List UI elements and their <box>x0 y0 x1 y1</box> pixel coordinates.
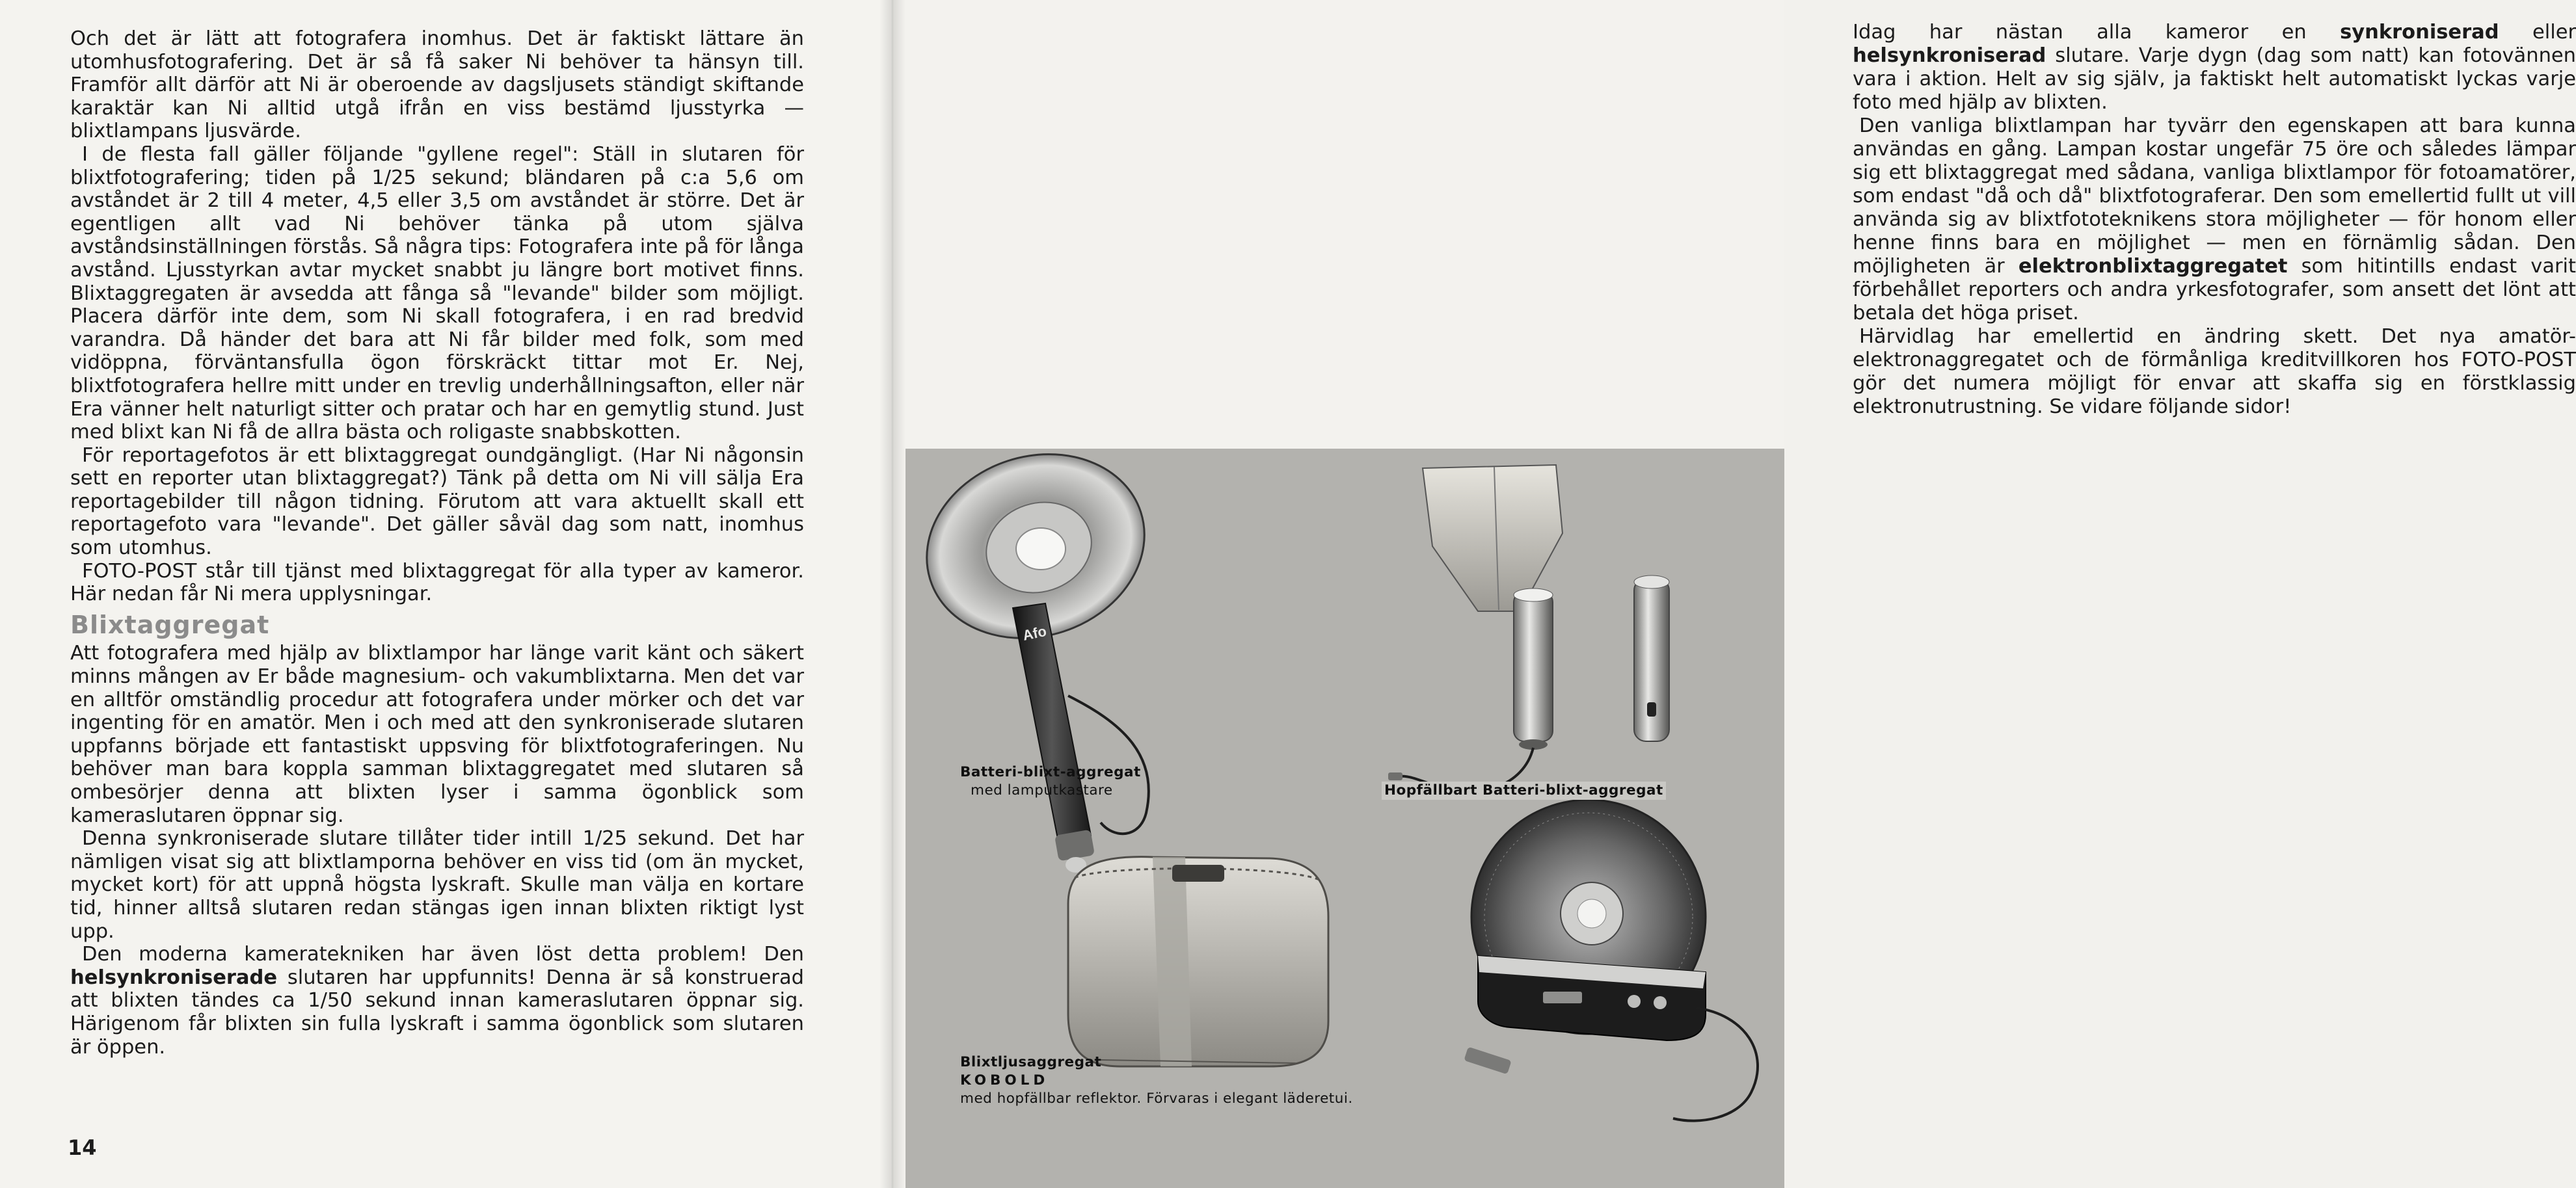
paragraph-golden-rule: I de flesta fall gäller följande "gyllene regel": Ställ in slutaren för blixtfotografering; tiden på 1/25 sekund; bländaren på c:a 5,6 om avståndet är 2 till 4 meter, 4,5 eller 3,5 om avståndet är större. Det är egentligen allt vad Ni behöver tänka på utom själva avståndsinställningen förstås. Så några tips: Fotografera inte på för långa avstånd. Ljusstyrkan avtar mycket snabbt ju längre bort motivet finns. Blixtaggregaten är avsedda att fånga så "levande" bilder som möjligt. Placera därför inte dem, som Ni skall fotografera, i en rad bredvid varandra. Då händer det bara att Ni får bilder med folk, som med vidöppna, förväntansfulla ögon förskräckt tittar mot Er. Nej, blixtfotografera hellre mitt under en trevlig underhållningsafton, eller när Era vänner helt naturligt sitter och pratar och har en gemytlig stund. Just med blixt kan Ni få de allra bästa och roligaste snabbskotten. <box>70 142 804 444</box>
book-gutter <box>879 0 906 1188</box>
right-text-column <box>1853 21 2576 419</box>
paragraph-fotopost: FOTO-POST står till tjänst med blixtaggregat för alla typer av kameror. Här nedan får Ni mera upplysningar. <box>70 559 804 606</box>
device-brand-label: Afo <box>1021 622 1048 644</box>
caption-subtitle: med lamputkastare <box>971 782 1113 799</box>
product-photo-panel <box>906 449 1784 1188</box>
paragraph-intro: Och det är lätt att fotografera inomhus. Det är faktiskt lättare än utomhusfotografering. Det är så få saker Ni behöver ta hänsyn till. Framför allt därför att Ni är oberoende av dagsljusets ständigt skiftande karaktär kan Ni alltid utgå ifrån en viss bestämd ljusstyrka — blixtlampans ljusvärde. <box>70 27 804 143</box>
battery-flash-with-reflector <box>903 427 1169 873</box>
caption-kobold <box>960 1053 1353 1108</box>
page-number: 14 <box>68 1135 97 1160</box>
foldable-battery-flash <box>1388 465 1669 792</box>
paragraph-full-sync: Den moderna kameratekniken har även löst detta problem! Den helsynkroniserade slutaren har uppfunnits! Denna är så konstruerad att blixten tändes ca 1/50 sekund innan kameraslutaren öppnar sig. Härigenom får blixten sin fulla lyskraft i samma ögonblick som slutaren är öppen. <box>70 943 804 1059</box>
caption-title: Blixtljusaggregat <box>960 1054 1102 1070</box>
leather-case <box>1068 857 1328 1066</box>
paragraph-reportage: För reportagefotos är ett blixtaggregat oundgängligt. (Har Ni någonsin sett en reporter utan blixtaggregat?) Tänk på detta om Ni vill sälja Era reportagebilder till någon tidning. Förutom att vara aktuellt skall ett reportagefoto vara "levande". Det gäller såväl dag som natt, inomhus som utomhus. <box>70 443 804 560</box>
kobold-flash-unit <box>1464 800 1758 1121</box>
section-heading: Blixtaggregat <box>70 610 270 639</box>
paragraph-synchronized: Denna synkroniserade slutare tillåter tider intill 1/25 sekund. Det har nämligen visat sig att blixtlamporna behöver en viss tid (om än mycket, mycket kort) för att uppnå högsta lyskraft. Skulle man välja en kortare tid, hinner alltså slutaren redan stängas igen innan blixten riktigt lyst upp. <box>70 827 804 943</box>
paragraph-change: Härvidlag har emellertid en ändring skett. Det nya amatör-elektronaggregatet och de förmånliga kreditvillkoren hos FOTO-POST gör det numera möjligt för envar att skaffa sig en förstklassig elektronutrustning. Se vidare följande sidor! <box>1853 325 2576 418</box>
paragraph-flash-lamp: Den vanliga blixtlampan har tyvärr den egenskapen att bara kunna användas en gång. Lampan kostar ungefär 75 öre och således lämpar sig ett blixtaggregat med sådana, vanliga blixtlampor för fotoamatörer, som endast "då och då" blixtfotograferar. Den som emellertid fullt ut vill använda sig av blixtfototeknikens stora möjligheter — för honom eller henne finns bara en möjlighet — men en förnämlig sådan. Den möjligheten är elektronblixtaggregatet som hitintills endast varit förbehållet reporters och andra yrkesfotografer, som ansett det lönt att betala det höga priset. <box>1853 114 2576 324</box>
paragraph-today: Idag har nästan alla kameror en synkroniserad eller helsynkroniserad slutare. Varje dygn (dag som natt) kan fotovännen vara i aktion. Helt av sig själv, ja faktiskt helt automatiskt lyckas varje foto med hjälp av blixten. <box>1853 21 2576 114</box>
caption-foldable-flash <box>1382 782 1666 800</box>
paragraph-history: Att fotografera med hjälp av blixtlampor har länge varit känt och säkert minns mången av Er både magnesium- och vakumblixtarna. Men det var en alltför omständlig procedur att fotografera under mörker och det var ingenting för en amatör. Men i och med att den synkroniserade slutaren uppfanns började ett fantastiskt uppsving för blixtfotograferingen. Nu behöver man bara koppla samman blixtaggregatet med slutaren så ombesörjer denna att blixten lyser i samma ögonblick som kameraslutaren öppnar sig. <box>70 642 804 827</box>
left-page <box>0 0 892 1188</box>
left-text-column <box>70 27 804 1059</box>
caption-product-name: KOBOLD <box>960 1072 1049 1089</box>
caption-title: Hopfällbart Batteri-blixt-aggregat <box>1384 782 1663 799</box>
caption-battery-flash <box>960 763 1141 800</box>
caption-title: Batteri-blixt-aggregat <box>960 764 1141 780</box>
caption-subtitle: med hopfällbar reflektor. Förvaras i elegant läderetui. <box>960 1090 1353 1107</box>
